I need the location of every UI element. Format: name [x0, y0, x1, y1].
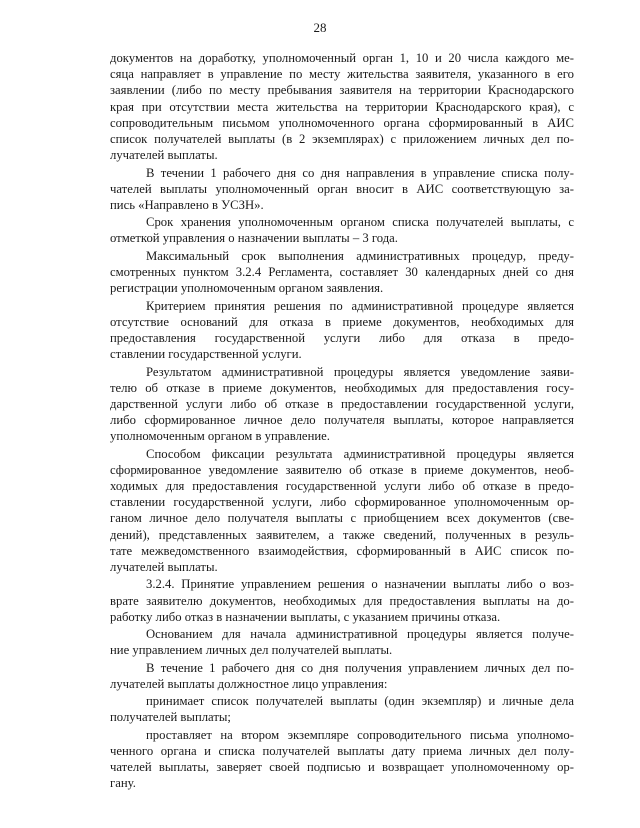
text-line: Максимальный срок выполнения административных процедур, преду-: [146, 248, 574, 263]
text-line: ставлении государственной услуги, либо сформированное уполномоченным ор-: [110, 495, 574, 510]
text-line: предоставления государственной услуги либо для отказа в предо-: [110, 330, 574, 345]
text-line: ганом личное дело получателя выплаты с приобщением всех документов (све-: [110, 511, 574, 526]
text-line: сяца направляет в управление по месту жительства заявителя, указанного в его: [110, 67, 574, 82]
text-line: гану.: [110, 776, 136, 791]
text-line: В течении 1 рабочего дня со дня направления в управление списка полу-: [146, 165, 574, 180]
text-line: чателей выплаты уполномоченный орган вносит в АИС соответствующую за-: [110, 181, 574, 196]
paragraph: [110, 626, 574, 658]
text-line: либо сформированное личное дело получателя выплаты, которое направляется: [110, 413, 574, 428]
paragraph: [110, 50, 574, 163]
paragraph: [110, 298, 574, 363]
paragraph: [110, 364, 574, 445]
text-line: работку либо отказ в назначении выплаты, с указанием причины отказа.: [110, 609, 501, 624]
text-line: лучателей выплаты.: [110, 148, 218, 163]
text-line: регистрации уполномоченным органом заявления.: [110, 281, 384, 296]
paragraph: [110, 576, 574, 625]
text-line: лучателей выплаты.: [110, 559, 218, 574]
text-line: получателей выплаты;: [110, 710, 231, 725]
document-body: [110, 50, 574, 792]
text-line: Срок хранения уполномоченным органом списка получателей выплаты, с: [146, 215, 574, 230]
paragraph: [110, 693, 574, 725]
text-line: уполномоченным органом в управление.: [110, 429, 330, 444]
text-line: телю об отказе в приеме документов, необходимых для предоставления госу-: [110, 380, 574, 395]
text-line: Критерием принятия решения по административной процедуре является: [146, 298, 574, 313]
text-line: сформированное уведомление заявителю об отказе в приеме документов, необ-: [110, 462, 574, 477]
text-line: чателей выплаты, заверяет своей подписью и возвращает уполномоченному ор-: [110, 760, 574, 775]
paragraph: [110, 660, 574, 692]
text-line: смотренных пунктом 3.2.4 Регламента, составляет 30 календарных дней со дня: [110, 265, 574, 279]
text-line: края при отсутствии места жительства на территории Краснодарского края), с: [110, 99, 574, 114]
text-line: сопроводительным письмом уполномоченного органа сформированный в АИС: [110, 115, 574, 130]
paragraph: [110, 446, 574, 576]
text-line: проставляет на втором экземпляре сопроводительного письма уполномо-: [146, 727, 574, 742]
paragraph: [110, 248, 574, 297]
text-line: отсутствие оснований для отказа в приеме документов, необходимых для: [110, 314, 574, 329]
text-line: 3.2.4. Принятие управлением решения о назначении выплаты либо о воз-: [146, 577, 574, 592]
text-line: пись «Направлено в УСЗН».: [110, 197, 264, 212]
text-line: В течение 1 рабочего дня со дня получения управлением личных дел по-: [146, 660, 574, 675]
text-line: тате межведомственного взаимодействия, сформированный в АИС список по-: [110, 543, 574, 558]
page-number: 28: [313, 20, 327, 35]
text-line: врате заявителю документов, необходимых для предоставления выплаты на до-: [110, 593, 574, 608]
text-line: дарственной услуги либо об отказе в предоставлении государственной услуги,: [110, 396, 574, 411]
paragraph: [110, 165, 574, 214]
text-line: ние управлением личных дел получателей выплаты.: [110, 643, 393, 658]
text-line: лучателей выплаты должностное лицо управления:: [110, 676, 388, 691]
text-line: Результатом административной процедуры является уведомление заяви-: [146, 364, 574, 379]
text-line: дений), представленных заявителем, а также сведений, полученных в резуль-: [110, 527, 574, 542]
text-line: ченного органа и списка получателей выплаты дату приема личных дел полу-: [110, 743, 574, 758]
text-line: принимает список получателей выплаты (один экземпляр) и личные дела: [146, 694, 574, 709]
paragraph: [110, 727, 574, 792]
text-line: Основанием для начала административной процедуры является получе-: [146, 627, 574, 642]
text-line: ставлении государственной услуги.: [110, 347, 302, 362]
text-line: ходимых для предоставления государственной услуги либо об отказе в предо-: [110, 479, 574, 493]
text-line: документов на доработку, уполномоченный орган 1, 10 и 20 числа каждого ме-: [110, 51, 574, 65]
paragraph: [110, 214, 574, 246]
text-line: Способом фиксации результата административной процедуры является: [146, 446, 574, 461]
text-line: заявлении (либо по месту пребывания заявителя на территории Краснодарского: [110, 83, 574, 98]
text-line: отметкой управления о назначении выплаты – 3 года.: [110, 231, 398, 246]
text-line: список получателей выплаты (в 2 экземплярах) с приложением личных дел по-: [110, 131, 574, 146]
